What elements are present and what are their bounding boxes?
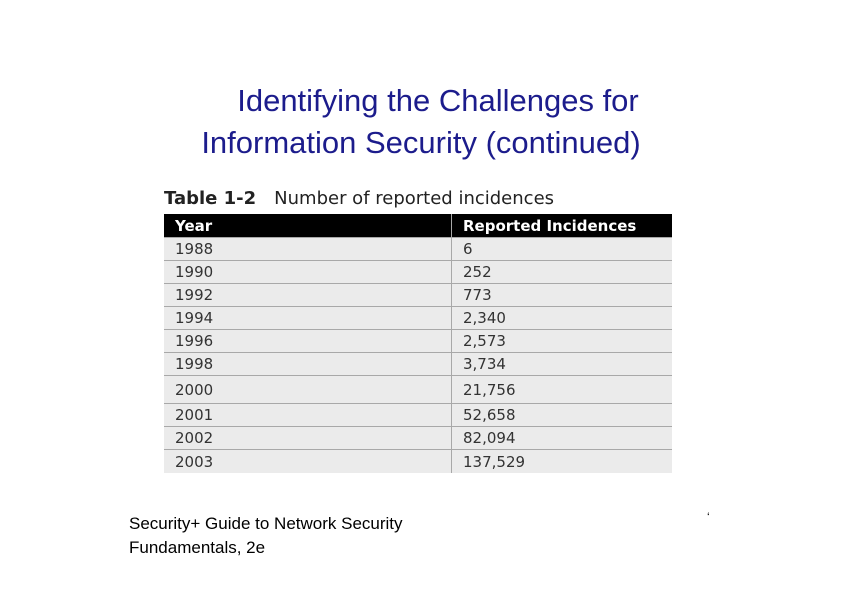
table-row: [164, 376, 672, 404]
cell-year: 2002: [164, 427, 452, 450]
cell-incidences: 137,529: [452, 450, 673, 474]
cell-incidences: 82,094: [452, 427, 673, 450]
header-reported-incidences: Reported Incidences: [452, 214, 673, 238]
footer-line-1: Security+ Guide to Network Security: [129, 514, 403, 533]
cell-incidences: 2,340: [452, 307, 673, 330]
table-row: [164, 307, 672, 330]
footer-line-2: Fundamentals, 2e: [129, 538, 266, 557]
table-caption-label: Table 1-2: [164, 188, 257, 209]
cell-incidences: 252: [452, 261, 673, 284]
page-mark: ‘: [707, 510, 710, 524]
cell-incidences: 3,734: [452, 353, 673, 376]
table-row: [164, 427, 672, 450]
table-row: [164, 404, 672, 427]
table-row: [164, 353, 672, 376]
cell-year: 2000: [164, 376, 452, 404]
incidences-table: [164, 214, 672, 473]
cell-incidences: 21,756: [452, 376, 673, 404]
slide-title: [0, 80, 842, 164]
cell-year: 2003: [164, 450, 452, 474]
cell-year: 1998: [164, 353, 452, 376]
cell-year: 1996: [164, 330, 452, 353]
cell-year: 1990: [164, 261, 452, 284]
table-caption-text: Number of reported incidences: [274, 188, 555, 209]
cell-incidences: 773: [452, 284, 673, 307]
cell-year: 2001: [164, 404, 452, 427]
table-header-row: [164, 214, 672, 238]
table-row: [164, 261, 672, 284]
table-caption: [164, 186, 554, 212]
table-row: [164, 238, 672, 261]
cell-incidences: 6: [452, 238, 673, 261]
cell-year: 1988: [164, 238, 452, 261]
slide-title-line-2: Information Security (continued): [201, 125, 641, 160]
cell-incidences: 52,658: [452, 404, 673, 427]
slide-title-line-1: Identifying the Challenges for: [237, 83, 639, 118]
table-row: [164, 450, 672, 474]
table-row: [164, 284, 672, 307]
cell-year: 1992: [164, 284, 452, 307]
footer-text: [129, 512, 403, 560]
cell-year: 1994: [164, 307, 452, 330]
table-row: [164, 330, 672, 353]
header-year: Year: [164, 214, 452, 238]
cell-incidences: 2,573: [452, 330, 673, 353]
